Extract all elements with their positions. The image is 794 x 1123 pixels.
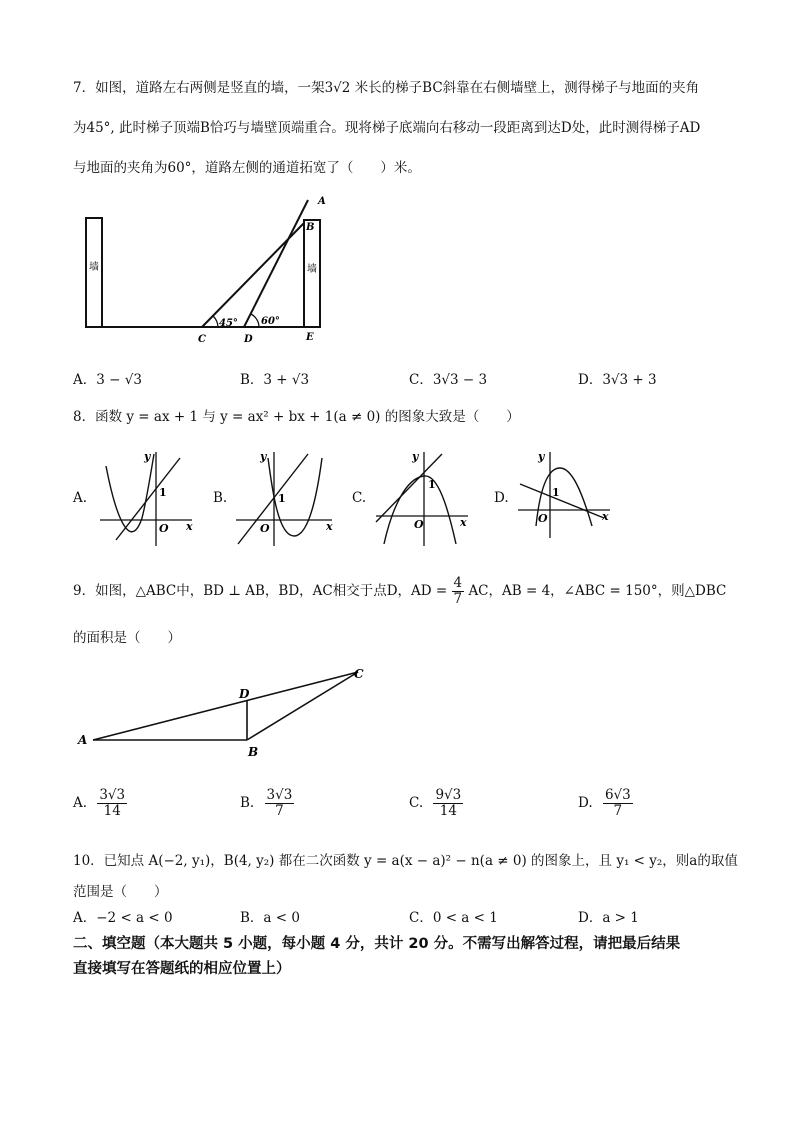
- q8-graph-c: [372, 448, 472, 548]
- q7-text-line1: 7．如图，道路左右两侧是竖直的墙，一架3√2 米长的梯子BC斜靠在右侧墙壁上，测得梯子与地面的夹角: [73, 80, 700, 96]
- y-label: y: [144, 450, 151, 463]
- q9-text-line2: 的面积是（ ）: [73, 630, 181, 646]
- q7-text-line3: 与地面的夹角为60°，道路左侧的通道拓宽了（ ）米。: [73, 160, 421, 176]
- option-letter: D.: [578, 794, 593, 811]
- q8-text-line1: 8．函数 y = ax + 1 与 y = ax² + bx + 1(a ≠ 0) 的图象大致是（ ）: [73, 409, 520, 425]
- q9-option-a[interactable]: [73, 788, 127, 819]
- point-b-label: B: [248, 745, 259, 759]
- q9-fraction-4-7: [452, 576, 465, 607]
- origin-label: O: [159, 522, 169, 535]
- line: [238, 454, 308, 544]
- q9-option-b[interactable]: [240, 788, 294, 819]
- line: [116, 458, 180, 540]
- intercept-label: 1: [552, 486, 560, 499]
- fraction-numerator: 4: [453, 575, 463, 591]
- parabola: [384, 476, 456, 544]
- q7-option-d[interactable]: D．3√3 + 3: [578, 372, 657, 388]
- option-letter: C.: [409, 794, 424, 811]
- fraction-numerator: 3√3: [266, 787, 293, 803]
- y-label: y: [538, 450, 545, 463]
- q10-text-line1: 10．已知点 A(−2, y₁)，B(4, y₂) 都在二次函数 y = a(x − a)² − n(a ≠ 0) 的图象上，且 y₁ < y₂，则a的取值: [73, 853, 738, 869]
- intercept-label: 1: [159, 486, 167, 499]
- q8-option-a[interactable]: A.: [73, 490, 88, 506]
- origin-label: O: [260, 522, 270, 535]
- point-c-label: C: [198, 334, 206, 345]
- fraction-numerator: 9√3: [435, 787, 462, 803]
- q8-option-b[interactable]: B.: [213, 490, 228, 506]
- option-fraction: [603, 788, 633, 819]
- fraction-numerator: 6√3: [604, 787, 631, 803]
- q8-graph-a: [96, 448, 196, 548]
- fraction-denominator: 7: [613, 802, 623, 819]
- right-wall-label: 墙: [307, 264, 317, 275]
- x-label: x: [602, 510, 609, 523]
- fraction-denominator: 7: [275, 802, 284, 819]
- fraction-denominator: 14: [103, 802, 121, 819]
- point-c-label: C: [354, 667, 364, 681]
- fraction-numerator: 3√3: [99, 787, 126, 803]
- q7-option-a[interactable]: A．3 − √3: [73, 372, 142, 388]
- point-d-label: D: [244, 334, 253, 345]
- q8-option-c[interactable]: C.: [352, 490, 367, 506]
- q7-ladder-figure: [80, 190, 350, 350]
- point-e-label: E: [306, 332, 314, 343]
- q8-option-d[interactable]: D.: [494, 490, 509, 506]
- origin-label: O: [538, 512, 548, 525]
- point-d-label: D: [239, 687, 250, 701]
- option-letter: A.: [73, 794, 88, 811]
- q10-option-a[interactable]: A．−2 < a < 0: [73, 910, 173, 926]
- angle-60-arc: [251, 314, 259, 327]
- q10-option-b[interactable]: B．a < 0: [240, 910, 300, 926]
- option-fraction: [265, 788, 295, 819]
- point-a-label: A: [78, 733, 88, 747]
- segment-ac: [93, 672, 358, 740]
- q7-option-c[interactable]: C．3√3 − 3: [409, 372, 488, 388]
- x-label: x: [326, 520, 333, 533]
- section2-heading-line2: 直接填写在答题纸的相应位置上）: [73, 961, 291, 977]
- q8-graph-d: [514, 448, 614, 548]
- q10-option-c[interactable]: C．0 < a < 1: [409, 910, 498, 926]
- y-label: y: [412, 450, 419, 463]
- q9-triangle-figure: [76, 660, 376, 760]
- fraction-denominator: 14: [439, 802, 457, 819]
- y-label: y: [260, 450, 267, 463]
- angle-45-label: 45°: [219, 318, 238, 329]
- intercept-label: 1: [428, 478, 436, 491]
- q9-text-line1: [73, 576, 726, 607]
- point-a-label: A: [318, 196, 326, 207]
- point-b-label: B: [306, 222, 315, 233]
- q7-option-b[interactable]: B．3 + √3: [240, 372, 310, 388]
- segment-bc: [247, 672, 358, 740]
- q9-option-d[interactable]: [578, 788, 633, 819]
- origin-label: O: [414, 518, 424, 531]
- x-label: x: [186, 520, 193, 533]
- intercept-label: 1: [278, 492, 286, 505]
- q9-option-c[interactable]: [409, 788, 463, 819]
- ladder-ad: [244, 200, 308, 327]
- angle-60-label: 60°: [261, 316, 280, 327]
- q8-graph-b: [232, 448, 336, 548]
- q10-option-d[interactable]: D．a > 1: [578, 910, 639, 926]
- section2-heading-line1: 二、填空题（本大题共 5 小题，每小题 4 分，共计 20 分。不需写出解答过程，请把最后结果: [73, 936, 681, 952]
- q9-text-part-b: AC，AB = 4，∠ABC = 150°，则△DBC: [468, 582, 727, 599]
- angle-45-arc: [213, 316, 218, 327]
- x-label: x: [460, 516, 467, 529]
- q10-text-line2: 范围是（ ）: [73, 884, 168, 900]
- option-letter: B.: [240, 794, 255, 811]
- fraction-denominator: 7: [453, 590, 463, 607]
- option-fraction: [433, 788, 463, 819]
- q9-text-part-a: 9．如图，△ABC中，BD ⊥ AB，BD，AC相交于点D，AD =: [73, 582, 448, 599]
- option-fraction: [97, 788, 127, 819]
- line: [520, 484, 604, 518]
- left-wall-label: 墙: [89, 262, 99, 273]
- q7-text-line2: 为45°, 此时梯子顶端B恰巧与墙壁顶端重合。现将梯子底端向右移动一段距离到达D处，此时测得梯子AD: [73, 120, 701, 136]
